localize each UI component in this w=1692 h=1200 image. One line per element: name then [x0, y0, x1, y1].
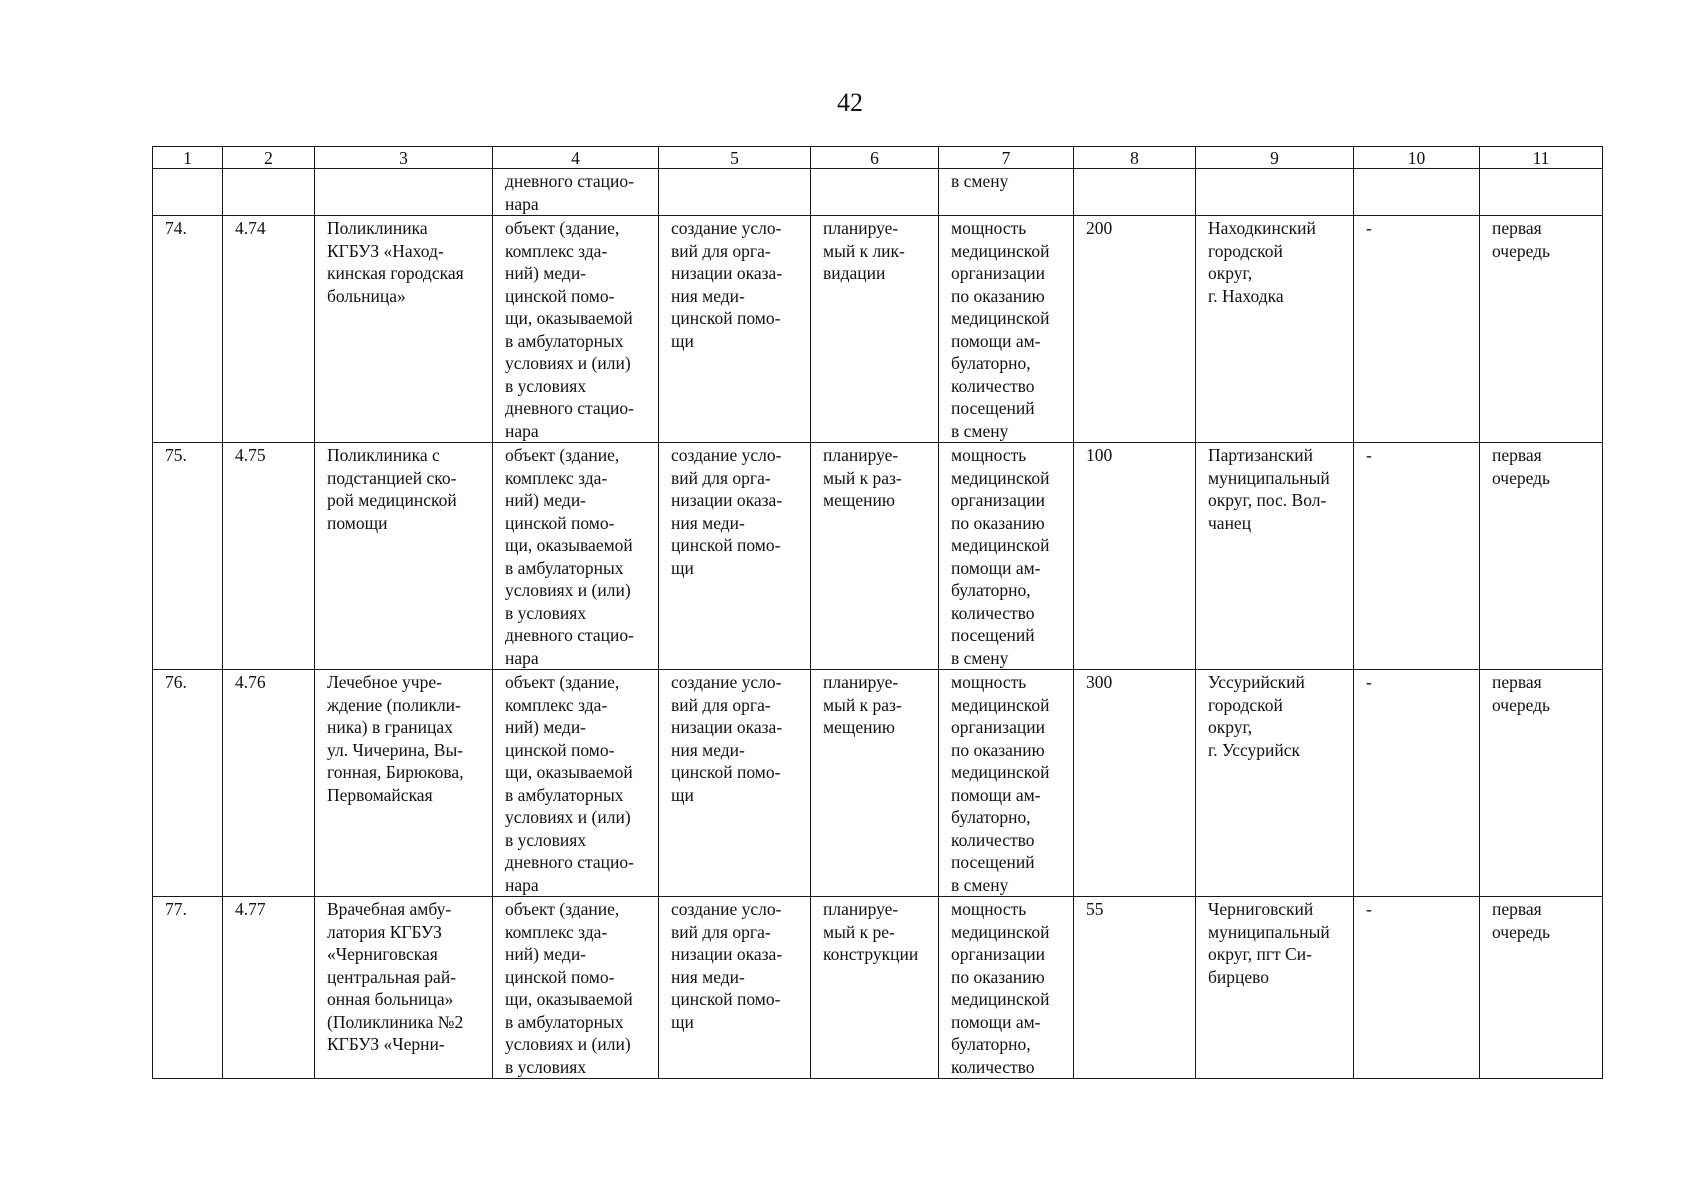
- column-10-value: -: [1354, 443, 1480, 670]
- row-number: 77.: [153, 897, 223, 1079]
- status: планируе- мый к раз- мещению: [811, 670, 939, 897]
- priority: первая очередь: [1480, 443, 1603, 670]
- facility-name: Лечебное учре- ждение (поликли- ника) в границах ул. Чичерина, Вы- гонная, Бирюкова, Первомайская: [315, 670, 493, 897]
- table-cell: [659, 169, 811, 216]
- location: Партизанский муниципальный округ, пос. Вол- чанец: [1196, 443, 1354, 670]
- purpose: создание усло- вий для орга- низации оказа- ния меди- цинской помо- щи: [659, 443, 811, 670]
- row-code: 4.75: [223, 443, 315, 670]
- capacity-value: 55: [1074, 897, 1196, 1079]
- object-type: объект (здание, комплекс зда- ний) меди- цинской помо- щи, оказываемой в амбулаторных условиях и (или) в условиях дневного стацио- нара: [493, 216, 659, 443]
- capacity-value: 100: [1074, 443, 1196, 670]
- status: планируе- мый к ре- конструкции: [811, 897, 939, 1079]
- row-number: 76.: [153, 670, 223, 897]
- table-cell: [811, 169, 939, 216]
- location: Находкинский городской округ, г. Находка: [1196, 216, 1354, 443]
- priority: первая очередь: [1480, 216, 1603, 443]
- table-row: [153, 670, 1603, 897]
- object-type: объект (здание, комплекс зда- ний) меди- цинской помо- щи, оказываемой в амбулаторных условиях и (или) в условиях дневного стацио- нара: [493, 443, 659, 670]
- purpose: создание усло- вий для орга- низации оказа- ния меди- цинской помо- щи: [659, 216, 811, 443]
- priority: первая очередь: [1480, 670, 1603, 897]
- row-number: 75.: [153, 443, 223, 670]
- column-header: 8: [1074, 147, 1196, 169]
- table-cell: [315, 169, 493, 216]
- location: Черниговский муниципальный округ, пгт Си- бирцево: [1196, 897, 1354, 1079]
- row-code: 4.74: [223, 216, 315, 443]
- table-cell: [1354, 169, 1480, 216]
- column-header: 7: [939, 147, 1074, 169]
- registry-table: [152, 146, 1603, 1079]
- facility-name: Поликлиника КГБУЗ «Наход- кинская городская больница»: [315, 216, 493, 443]
- table-cell: [223, 169, 315, 216]
- capacity-description: мощность медицинской организации по оказанию медицинской помощи ам- булаторно, количество посещений в смену: [939, 670, 1074, 897]
- status: планируе- мый к лик- видации: [811, 216, 939, 443]
- column-header: 5: [659, 147, 811, 169]
- column-header: 11: [1480, 147, 1603, 169]
- column-10-value: -: [1354, 670, 1480, 897]
- row-code: 4.77: [223, 897, 315, 1079]
- table-cell: [1074, 169, 1196, 216]
- table-cell: дневного стацио- нара: [493, 169, 659, 216]
- column-header: 4: [493, 147, 659, 169]
- capacity-description: мощность медицинской организации по оказанию медицинской помощи ам- булаторно, количество: [939, 897, 1074, 1079]
- table-cell: [153, 169, 223, 216]
- facility-name: Врачебная амбу- латория КГБУЗ «Черниговская центральная рай- онная больница» (Поликлиника №2 КГБУЗ «Черни-: [315, 897, 493, 1079]
- priority: первая очередь: [1480, 897, 1603, 1079]
- purpose: создание усло- вий для орга- низации оказа- ния меди- цинской помо- щи: [659, 670, 811, 897]
- table-cell: в смену: [939, 169, 1074, 216]
- capacity-value: 200: [1074, 216, 1196, 443]
- continuation-row: [153, 169, 1603, 216]
- capacity-value: 300: [1074, 670, 1196, 897]
- column-header: 10: [1354, 147, 1480, 169]
- row-code: 4.76: [223, 670, 315, 897]
- table-row: [153, 443, 1603, 670]
- column-header: 6: [811, 147, 939, 169]
- column-number-row: [153, 147, 1603, 169]
- table-cell: [1196, 169, 1354, 216]
- row-number: 74.: [153, 216, 223, 443]
- column-header: 2: [223, 147, 315, 169]
- status: планируе- мый к раз- мещению: [811, 443, 939, 670]
- column-header: 9: [1196, 147, 1354, 169]
- capacity-description: мощность медицинской организации по оказанию медицинской помощи ам- булаторно, количество посещений в смену: [939, 443, 1074, 670]
- column-10-value: -: [1354, 216, 1480, 443]
- table-row: [153, 216, 1603, 443]
- column-header: 1: [153, 147, 223, 169]
- capacity-description: мощность медицинской организации по оказанию медицинской помощи ам- булаторно, количество посещений в смену: [939, 216, 1074, 443]
- page-number: 42: [837, 88, 863, 117]
- facility-name: Поликлиника с подстанцией ско- рой медицинской помощи: [315, 443, 493, 670]
- table-row: [153, 897, 1603, 1079]
- column-10-value: -: [1354, 897, 1480, 1079]
- object-type: объект (здание, комплекс зда- ний) меди- цинской помо- щи, оказываемой в амбулаторных условиях и (или) в условиях: [493, 897, 659, 1079]
- location: Уссурийский городской округ, г. Уссурийск: [1196, 670, 1354, 897]
- purpose: создание усло- вий для орга- низации оказа- ния меди- цинской помо- щи: [659, 897, 811, 1079]
- column-header: 3: [315, 147, 493, 169]
- object-type: объект (здание, комплекс зда- ний) меди- цинской помо- щи, оказываемой в амбулаторных условиях и (или) в условиях дневного стацио- нара: [493, 670, 659, 897]
- table-cell: [1480, 169, 1603, 216]
